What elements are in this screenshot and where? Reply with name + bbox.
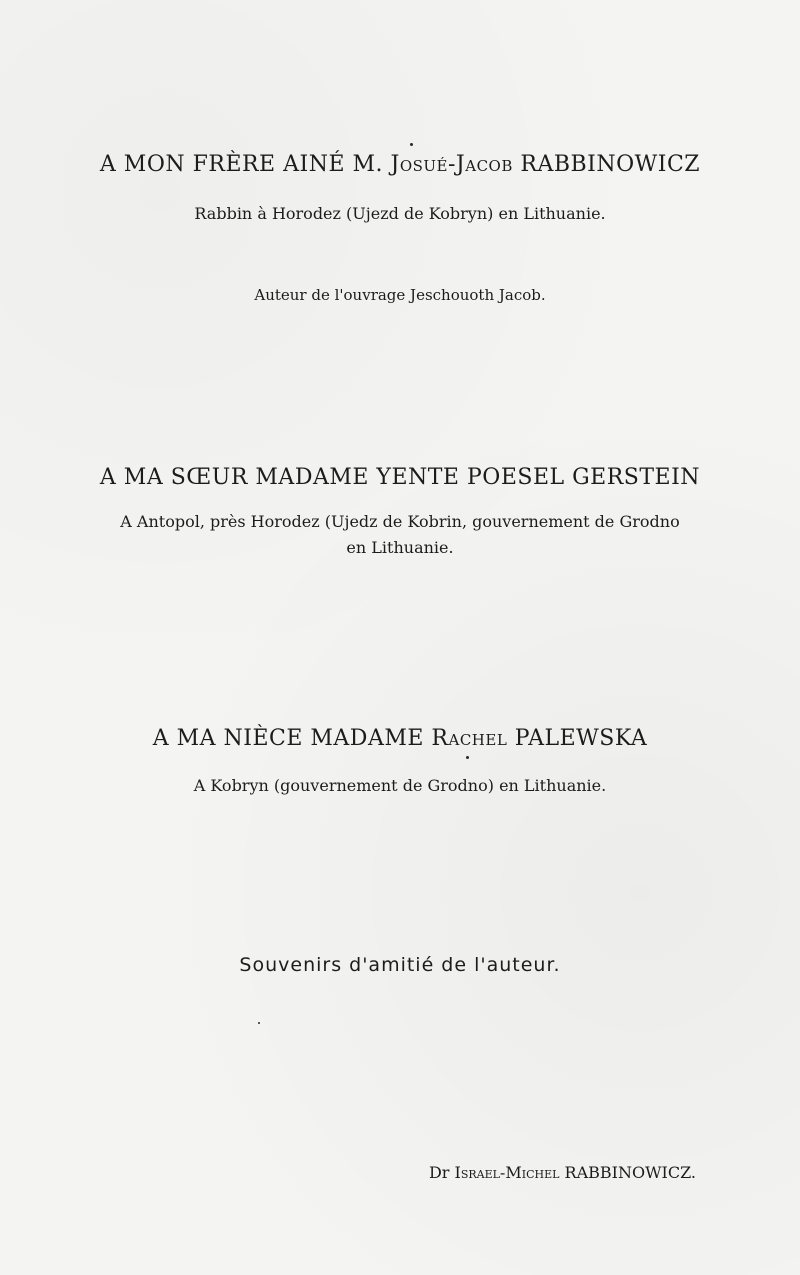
signature-surname: RABBINOWICZ. <box>564 1163 696 1182</box>
signature <box>429 1163 696 1182</box>
dedication3-heading <box>0 726 800 751</box>
dedication1-heading <box>0 152 800 177</box>
souvenirs-line: Souvenirs d'amitié de l'auteur. <box>239 954 561 976</box>
dedication1-heading-prefix: A MON FRÈRE AINÉ M. <box>99 152 384 177</box>
dedication2-line1: A Antopol, près Horodez (Ujedz de Kobrin, gouvernement de Grodno <box>120 512 680 531</box>
dedication3-heading-surname: PALEWSKA <box>514 726 648 751</box>
dedication1-line1: Rabbin à Horodez (Ujezd de Kobryn) en Lithuanie. <box>194 204 606 223</box>
dedication2-line2: en Lithuanie. <box>346 538 454 557</box>
dedication3-line1: A Kobryn (gouvernement de Grodno) en Lithuanie. <box>193 776 607 795</box>
dedication3-heading-name: Rachel <box>431 726 508 751</box>
dedication1-heading-surname: RABBINOWICZ <box>520 152 701 177</box>
dedication2-heading: A MA SŒUR MADAME YENTE POESEL GERSTEIN <box>99 465 701 490</box>
dedication1-line2: Auteur de l'ouvrage Jeschouoth Jacob. <box>254 286 546 304</box>
signature-name: Israel-Michel <box>454 1163 560 1182</box>
signature-title-text: Dr <box>428 1163 450 1182</box>
signature-title <box>429 1163 449 1182</box>
ink-speck <box>258 1022 260 1024</box>
dedication1-heading-name: Josué-Jacob <box>390 152 513 177</box>
dedication3-heading-prefix: A MA NIÈCE MADAME <box>152 726 424 751</box>
ink-speck <box>410 143 413 146</box>
ink-speck <box>466 756 469 759</box>
